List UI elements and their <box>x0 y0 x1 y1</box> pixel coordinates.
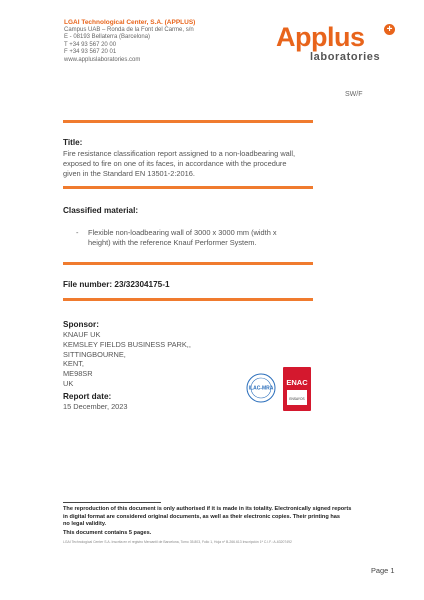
sponsor-line: KENT, <box>63 359 84 369</box>
material-text <box>88 228 318 248</box>
reproduction-notice <box>63 506 363 529</box>
registry-line: LGAI Technological Center S.A. Inscrita en el registro Mercantil de Barcelona, Tomo 35.803, Folio 1, Hoja nº B-266.613 Inscripción 1ª C.I.F.: A-63207492 <box>63 540 292 544</box>
material-label: Classified material: <box>63 206 139 215</box>
material-bullet: - <box>76 228 79 237</box>
seal-text: ILAC-MRA <box>248 385 274 392</box>
company-name: LGAI Technological Center, S.A. (APPLUS) <box>64 19 196 26</box>
section-divider <box>63 298 313 301</box>
section-divider <box>63 120 313 123</box>
report-date-label: Report date: <box>63 392 112 401</box>
sponsor-line: UK <box>63 378 74 388</box>
enac-text: ENAC <box>286 378 308 387</box>
fax-line: F +34 93 567 20 01 <box>64 49 117 56</box>
footnote-separator <box>63 502 161 503</box>
sponsor-line: KEMSLEY FIELDS BUSINESS PARK,, <box>63 339 191 349</box>
phone-line: T +34 93 567 20 00 <box>64 41 117 48</box>
reference-code: SW/F <box>345 91 363 98</box>
enac-logo-icon <box>283 367 311 411</box>
title-line: Fire resistance classification report assigned to a non-loadbearing wall, <box>63 149 296 158</box>
sponsor-line: KNAUF UK <box>63 330 101 339</box>
material-line: height) with the reference Knauf Performer System. <box>88 237 257 247</box>
website-line: www.appluslaboratories.com <box>64 56 141 63</box>
title-line: exposed to fire on one of its faces, in accordance with the procedure <box>63 158 287 168</box>
title-label: Title: <box>63 138 83 147</box>
sponsor-line: SITTINGBOURNE, <box>63 349 126 359</box>
address-line: E - 08193 Bellaterra (Barcelona) <box>64 34 151 41</box>
file-number: File number: 23/32304175-1 <box>63 280 170 289</box>
pages-note: This document contains 5 pages. <box>63 530 152 536</box>
ilac-seal-icon <box>246 373 276 403</box>
report-date-value: 15 December, 2023 <box>63 402 128 411</box>
page-number: Page 1 <box>371 566 395 575</box>
title-line: given in the Standard EN 13501-2:2016. <box>63 168 195 178</box>
applus-logo <box>276 22 398 68</box>
enac-sub-text: ENSAYOS <box>289 397 305 401</box>
sponsor-line: ME98SR <box>63 369 93 379</box>
logo-word: Applus <box>276 22 365 52</box>
notice-line: The reproduction of this document is only authorised if it is made in its totality. Electronically signed reports <box>63 506 352 512</box>
logo-subword: laboratories <box>310 51 381 63</box>
address-line: Campus UAB – Ronda de la Font del Carme, s/n <box>64 26 194 33</box>
notice-line: in digital format are considered original documents, as well as their electronic copies. Their printing has <box>63 513 340 520</box>
section-divider <box>63 262 313 265</box>
title-text <box>63 149 323 178</box>
section-divider <box>63 186 313 189</box>
material-line: Flexible non-loadbearing wall of 3000 x 3000 mm (width x <box>88 228 277 237</box>
company-info <box>64 19 195 65</box>
logo-plus-icon: + <box>384 24 395 35</box>
sponsor-address <box>63 330 263 389</box>
notice-line: no legal validity. <box>63 521 107 527</box>
sponsor-label: Sponsor: <box>63 320 99 329</box>
